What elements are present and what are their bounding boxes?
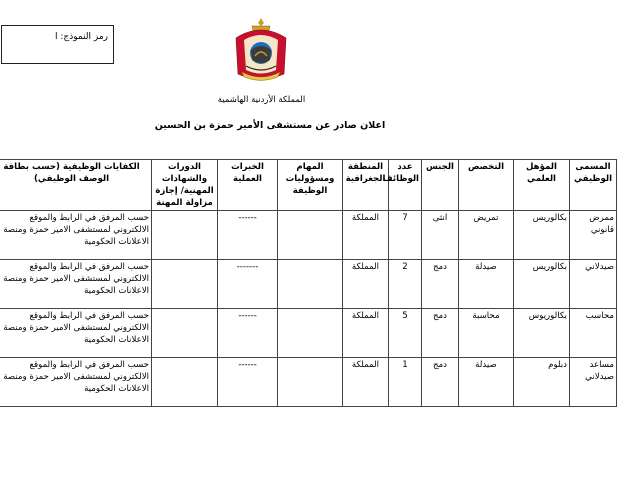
cell-region: المملكة bbox=[343, 260, 389, 309]
cell-experience: ------ bbox=[218, 309, 278, 358]
cell-duties bbox=[278, 211, 343, 260]
cell-experience: ------ bbox=[218, 358, 278, 407]
cell-duties bbox=[278, 309, 343, 358]
cell-duties bbox=[278, 358, 343, 407]
header-specialization: التخصص bbox=[459, 160, 514, 211]
cell-vacancy-count: 7 bbox=[389, 211, 422, 260]
cell-vacancy-count: 5 bbox=[389, 309, 422, 358]
kingdom-name-text: المملكة الأردنية الهاشمية bbox=[217, 95, 306, 105]
cell-gender: دمج bbox=[422, 309, 459, 358]
table-row bbox=[0, 309, 617, 358]
header-region: المنطقة الجغرافية bbox=[343, 160, 389, 211]
cell-qualification: بكالوريوس bbox=[514, 309, 570, 358]
cell-gender: دمج bbox=[422, 358, 459, 407]
cell-job-title: محاسب bbox=[570, 309, 617, 358]
cell-duties bbox=[278, 260, 343, 309]
table-row bbox=[0, 260, 617, 309]
cell-specialization: صيدلة bbox=[459, 358, 514, 407]
cell-qualification: بكالوريس bbox=[514, 211, 570, 260]
cell-vacancy-count: 2 bbox=[389, 260, 422, 309]
cell-experience: ------- bbox=[218, 260, 278, 309]
cell-region: المملكة bbox=[343, 211, 389, 260]
form-code-box bbox=[1, 25, 114, 64]
header-experience: الخبرات العملية bbox=[218, 160, 278, 211]
table-row bbox=[0, 358, 617, 407]
vacancies-table bbox=[0, 159, 616, 407]
cell-qualification: بكالوريس bbox=[514, 260, 570, 309]
cell-job-title: صيدلاني bbox=[570, 260, 617, 309]
cell-gender: دمج bbox=[422, 260, 459, 309]
cell-vacancy-count: 1 bbox=[389, 358, 422, 407]
header-job-title: المسمى الوظيفي bbox=[570, 160, 617, 211]
cell-competencies: حسب المرفق في الرابط والموقع الالكتروني لمستشفى الامير حمزة ومنصة الاعلانات الحكومية bbox=[0, 260, 152, 309]
table-row bbox=[0, 211, 617, 260]
header-qualification: المؤهل العلمي bbox=[514, 160, 570, 211]
cell-courses bbox=[152, 260, 218, 309]
header-duties: المهام ومسؤوليات الوظيفة bbox=[278, 160, 343, 211]
cell-competencies: حسب المرفق في الرابط والموقع الالكتروني لمستشفى الامير حمزة ومنصة الاعلانات الحكومية bbox=[0, 358, 152, 407]
jordan-coat-of-arms-emblem bbox=[232, 16, 290, 86]
cell-qualification: دبلوم bbox=[514, 358, 570, 407]
cell-competencies: حسب المرفق في الرابط والموقع الالكتروني لمستشفى الامير حمزة ومنصة الاعلانات الحكومية bbox=[0, 309, 152, 358]
cell-gender: انثى bbox=[422, 211, 459, 260]
form-code-label: رمز النموذج: ا bbox=[54, 32, 108, 42]
cell-courses bbox=[152, 309, 218, 358]
cell-courses bbox=[152, 358, 218, 407]
header-gender: الجنس bbox=[422, 160, 459, 211]
cell-specialization: محاسبة bbox=[459, 309, 514, 358]
cell-specialization: تمريض bbox=[459, 211, 514, 260]
cell-competencies: حسب المرفق في الرابط والموقع الالكتروني لمستشفى الامير حمزة ومنصة الاعلانات الحكومية bbox=[0, 211, 152, 260]
announcement-title: اعلان صادر عن مستشفى الأمير حمزة بن الحسين bbox=[154, 120, 386, 131]
cell-courses bbox=[152, 211, 218, 260]
header-courses: الدورات والشهادات المهنية/ إجازة مزاولة المهنة bbox=[152, 160, 218, 211]
table-header-row bbox=[0, 160, 617, 211]
cell-job-title: ممرض قانوني bbox=[570, 211, 617, 260]
cell-region: المملكة bbox=[343, 309, 389, 358]
header-vacancy-count: عدد الوظائف bbox=[389, 160, 422, 211]
cell-region: المملكة bbox=[343, 358, 389, 407]
cell-specialization: صيدلة bbox=[459, 260, 514, 309]
header-competencies: الكفايات الوظيفية (حسب بطاقة الوصف الوظيفي) bbox=[0, 160, 152, 211]
cell-job-title: مساعد صيدلاني bbox=[570, 358, 617, 407]
cell-experience: ------ bbox=[218, 211, 278, 260]
